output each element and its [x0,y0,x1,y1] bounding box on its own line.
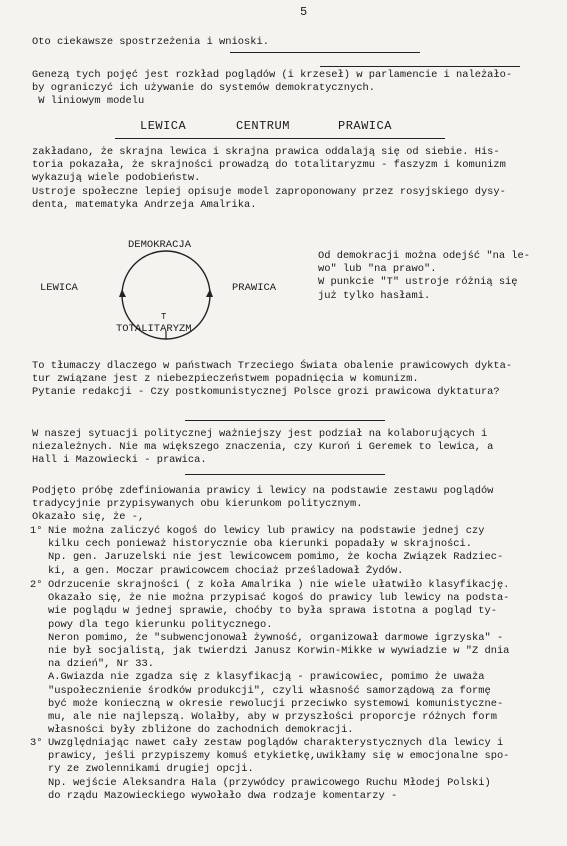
section-heading: Oto ciekawsze spostrzeżenia i wnioski. [32,36,269,48]
label-prawica: PRAWICA [232,282,277,294]
point-3-number: 3° [30,737,43,749]
linear-model-axis [115,138,445,139]
heading-separator [230,52,420,53]
diagram-side-note: Od demokracji można odejść "na le- wo" lub "na prawo". W punkcie "T" ustroje różnią się już tylko hasłami. [318,250,531,302]
point-1-text: Nie można zaliczyć kogoś do lewicy lub prawicy na podstawie jednej czy kilku cech ponieważ historycznie oba kierunki popadały w skrajności. Np. gen. Jaruzelski nie jest lewicowcem pomimo, że kocha Związek Radziec- ki, a gen. Moczar prawicowcem chociaż prześladował Żydów. [48,525,504,577]
separator-line [320,66,520,67]
label-point-t: T [161,312,167,322]
label-lewica: LEWICA [40,282,78,294]
linear-model-center: CENTRUM [236,119,290,133]
definition-attempt-paragraph: Podjęto próbę zdefiniowania prawicy i lewicy na podstawie zestawu poglądów tradycyjnie przypisywanych obu kierunkom politycznym. Okazało się, że -, [32,485,494,524]
linear-model-left: LEWICA [140,119,187,133]
point-2-number: 2° [30,579,43,591]
separator-line [185,420,385,421]
third-world-paragraph: To tłumaczy dlaczego w państwach Trzeciego Świata obalenie prawicowych dykta- tur związane jest z niebezpieczeństwem popadnięcia w komunizm. Pytanie redakcji - Czy postkomunistycznej Polsce grozi prawicowa dyktatura? [32,360,513,399]
circle-svg [40,245,330,355]
label-totalitaryzm: TOTALITARYZM [116,323,192,335]
linear-model-paragraph: zakładano, że skrajna lewica i skrajna prawica oddalają się od siebie. His- toria pokazała, że skrajności prowadzą do totalitaryzmu - faszyzm i komunizm wykazują wiele podobieństw. Ustroje społeczne lepiej opisuje model zaproponowany przez rosyjskiego dysy- denta, matematyka Andrzeja Amalrika. [32,146,506,211]
point-2-text: Odrzucenie skrajności ( z koła Amalrika ) nie wiele ułatwiło klasyfikację. Okazało się, że nie można przypisać kogoś do prawicy lub lewicy na podsta- wie poglądu w jednej sprawie, choćby to była sprawa istotna a pogląd ty- powy dla tego kierunku politycznego. Neron pomimo, że "subwencjonował żywność, organizował darmowe igrzyska" - nie był socjalistą, jak twierdzi Janusz Korwin-Mikke w wywiadzie w "Z dnia na dzień", Nr 33. A.Gwiazda nie zgadza się z klasyfikacją - prawicowiec, pomimo że uważa "uspołecznienie środków produkcji", czyli własność samorządową za formę być może konieczną w okresie rewolucji przeciwko systemowi komunistyczne- mu, ale nie najlepszą. Wolałby, aby w przyszłości proporcje różnych form własności były zbliżone do zachodnich demokracji. [48,579,510,737]
linear-model-right: PRAWICA [338,119,392,133]
label-demokracja: DEMOKRACJA [128,239,192,251]
page-number: 5 [300,5,308,19]
point-1-number: 1° [30,525,43,537]
separator-line [185,474,385,475]
intro-paragraph: Genezą tych pojęć jest rozkład poglądów (i krzeseł) w parlamencie i należało- by ograniczyć ich używanie do systemów demokratycznych. W liniowym modelu [32,69,513,108]
point-3-text: Uwzględniając nawet cały zestaw poglądów charakterystycznych dla lewicy i prawicy, jeśli przypiszemy komuś etykietkę,uwikłamy się w emocjonalne spo- ry ze zwolennikami drugiej opcji. Np. wejście Aleksandra Hala (przywódcy prawicowego Ruchu Młodej Polski) do rządu Mazowieckiego wywołało dwa rodzaje komentarzy - [48,737,510,802]
political-situation-paragraph: W naszej sytuacji politycznej ważniejszy jest podział na kolaborujących i niezależnych. Nie ma większego znaczenia, czy Kuroń i Geremek to lewica, a Hall i Mazowiecki - prawica. [32,428,494,467]
arrow-left-icon [119,289,126,297]
arrow-right-icon [206,289,213,297]
amalrik-circle-diagram [40,239,330,355]
